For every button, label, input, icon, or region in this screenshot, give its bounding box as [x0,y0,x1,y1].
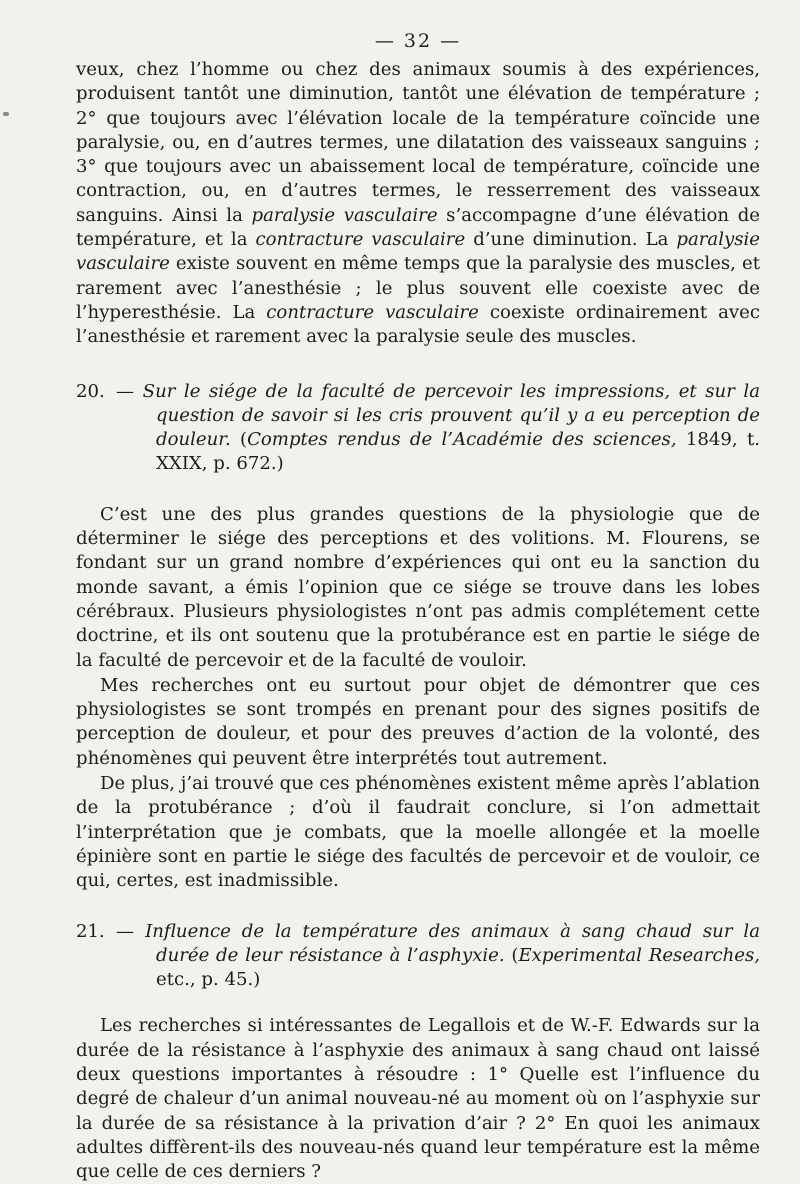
italic-term: paralysie vasculaire [251,204,438,226]
italic-term: contracture vasculaire [255,229,466,251]
entry-20-paren: ( [240,429,248,451]
italic-term: contracture vasculaire [266,301,479,323]
paragraph-sieges: C’est une des plus grandes questions de la physiologie que de déterminer le siége des perceptions et des volitions. M. Flourens, se fondant sur un grand nombre d’expériences qui ont eu la sanction du monde savant, a émis l’opinion que ce siége se trouve dans les lobes cérébraux. Plusieurs physiologistes n’ont pas admis complétement cette doctrine, et ils ont soutenu que la protubérance est en partie le siége de la faculté de percevoir et de la faculté de vouloir. [76,503,760,671]
entry-20-source: Comptes rendus de l’Académie des sciences, [247,429,677,451]
entry-21-number: 21. [76,920,105,942]
page-number: — 32 — [374,30,462,52]
entry-21-dash: — [116,920,135,942]
entry-20-citation: 1849, t. XXIX, p. 672.) [156,429,760,475]
entry-20 [76,380,760,477]
entry-20-number: 20. [76,380,105,402]
paragraph-asphyxie: Les recherches si intéressantes de Legallois et de W.-F. Edwards sur la durée de la résistance à l’asphyxie des animaux à sang chaud ont laissé deux questions importantes à résoudre : 1° Quelle est l’influence du degré de chaleur d’un animal nouveau-né au moment où on l’asphyxie sur la durée de sa résistance à la privation d’air ? 2° En quoi les animaux adultes diffèrent-ils des nouveau-nés quand leur température est la même que celle de ces derniers ? [76,1015,760,1183]
paragraph-continuation: veux, chez l’homme ou chez des animaux soumis à des expériences, produisent tantôt une diminution, tantôt une élévation de température ; 2° que toujours avec l’élévation locale de la température coïncide une paralysie, ou, en d’autres termes, une dilatation des vaisseaux sanguins ; 3° que toujours avec un abaissement local de température, coïncide une contraction, ou, en d’autres termes, le resserrement des vaisseaux sanguins. Ainsi la paralysie vasculaire s’accompagne d’une élévation de température, et la contracture vasculaire d’une diminution. La paralysie vasculaire existe souvent en même temps que la paralysie des muscles, et rarement avec l’anesthésie ; le plus souvent elle coexiste avec de l’hyperesthésie. La contracture vasculaire coexiste ordinairement avec l’anesthésie et rarement avec la paralysie seule des muscles. [76,59,760,348]
entry-21-title: Influence de la température des animaux à sang chaud sur la durée de leur résistance à l’asphyxie. [145,920,761,966]
paragraph-recherches: Mes recherches ont eu surtout pour objet de démontrer que ces physiologistes se sont trompés en prenant pour des signes positifs de perception de douleur, et pour des preuves d’action de la volonté, des phénomènes qui peuvent être interprétés tout autrement. [76,674,760,769]
paragraph-protuberance: De plus, j’ai trouvé que ces phénomènes existent même après l’ablation de la protubérance ; d’où il faudrait conclure, si l’on admettait l’interprétation que je combats, que la moelle allongée et la moelle épinière sont en partie le siége des facultés de percevoir et de vouloir, ce qui, certes, est inadmissible. [76,773,760,892]
entry-20-dash: — [116,380,135,402]
margin-speck [3,112,9,116]
entry-21-paren: ( [511,944,519,966]
entry-21 [76,920,760,993]
entry-20-title: Sur le siége de la faculté de percevoir les impressions, et sur la question de savoir si les cris prouvent qu’il y a eu perception de douleur. [142,380,760,451]
entry-21-source: Experimental Researches, [518,944,760,966]
italic-term: paralysie vasculaire [76,229,760,275]
entry-21-citation: etc., p. 45.) [156,969,261,991]
